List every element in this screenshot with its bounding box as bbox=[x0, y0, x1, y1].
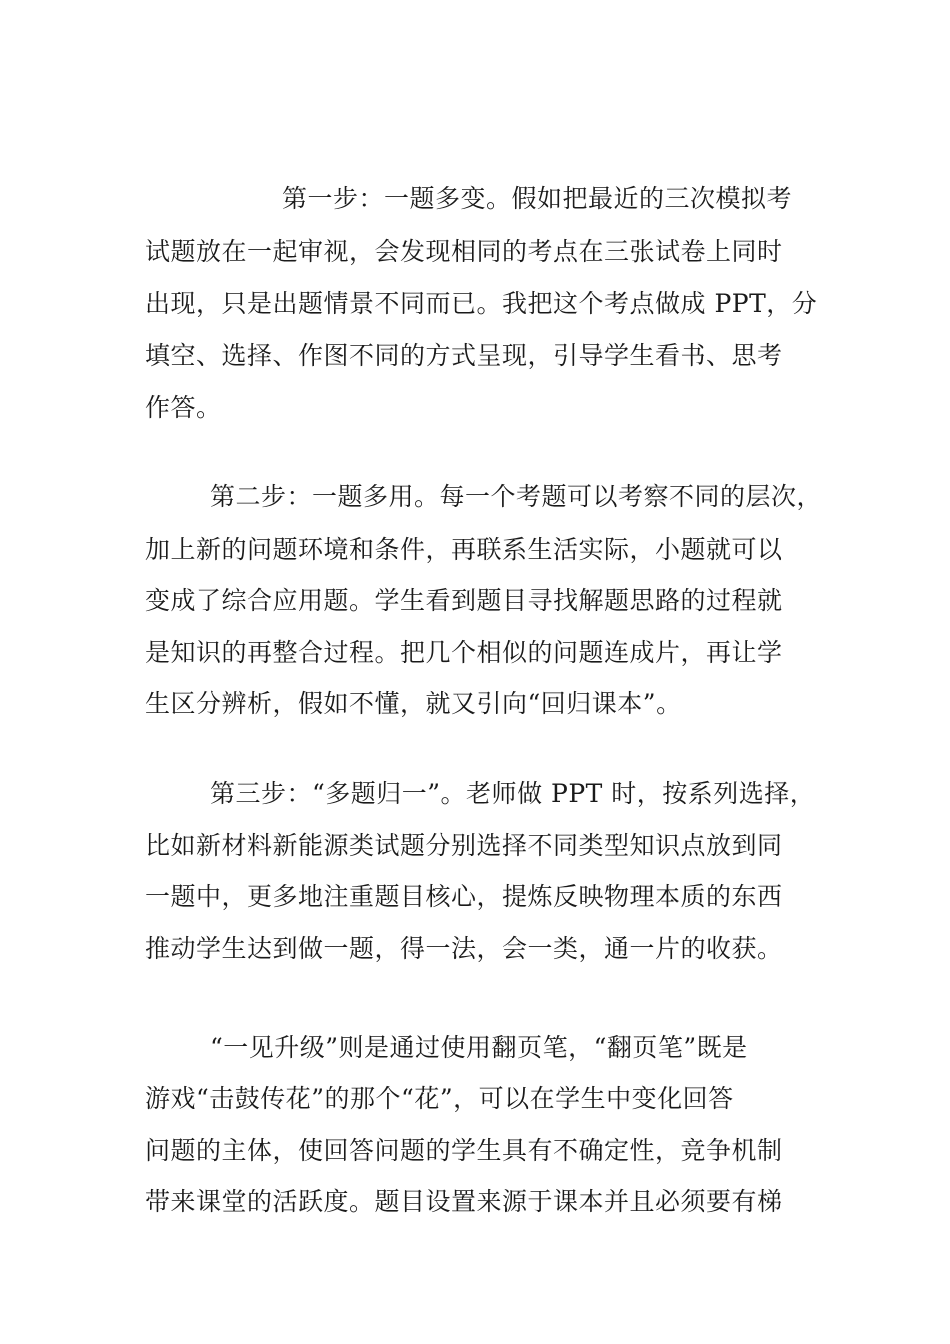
paragraph-line: 变成了综合应用题。学生看到题目寻找解题思路的过程就 bbox=[145, 586, 783, 615]
paragraph-line: 试题放在一起审视，会发现相同的考点在三张试卷上同时 bbox=[145, 237, 783, 266]
paragraph-line: “一见升级”则是通过使用翻页笔，“翻页笔”既是 bbox=[210, 1033, 748, 1062]
paragraph-line: 是知识的再整合过程。把几个相似的问题连成片，再让学 bbox=[145, 638, 783, 667]
paragraph-line: 生区分辨析，假如不懂，就又引向“回归课本”。 bbox=[145, 689, 682, 718]
paragraph-line: 填空、选择、作图不同的方式呈现，引导学生看书、思考 bbox=[145, 341, 783, 370]
paragraph-line: 出现，只是出题情景不同而已。我把这个考点做成 PPT，分 bbox=[145, 289, 818, 318]
paragraph-line: 带来课堂的活跃度。题目设置来源于课本并且必须要有梯 bbox=[145, 1187, 783, 1216]
paragraph-line: 作答。 bbox=[145, 393, 222, 422]
paragraph-line: 第一步：一题多变。假如把最近的三次模拟考 bbox=[282, 184, 793, 213]
paragraph-line: 第三步：“多题归一”。老师做 PPT 时，按系列选择， bbox=[210, 779, 816, 808]
paragraph-line: 推动学生达到做一题，得一法，会一类，通一片的收获。 bbox=[145, 934, 783, 963]
paragraph-line: 游戏“击鼓传花”的那个“花”，可以在学生中变化回答 bbox=[145, 1084, 734, 1113]
paragraph-line: 加上新的问题环境和条件，再联系生活实际，小题就可以 bbox=[145, 535, 783, 564]
paragraph-line: 问题的主体，使回答问题的学生具有不确定性，竞争机制 bbox=[145, 1136, 783, 1165]
paragraph-line: 一题中，更多地注重题目核心，提炼反映物理本质的东西 bbox=[145, 882, 783, 911]
paragraph-line: 比如新材料新能源类试题分别选择不同类型知识点放到同 bbox=[145, 831, 783, 860]
paragraph-line: 第二步：一题多用。每一个考题可以考察不同的层次， bbox=[210, 482, 823, 511]
